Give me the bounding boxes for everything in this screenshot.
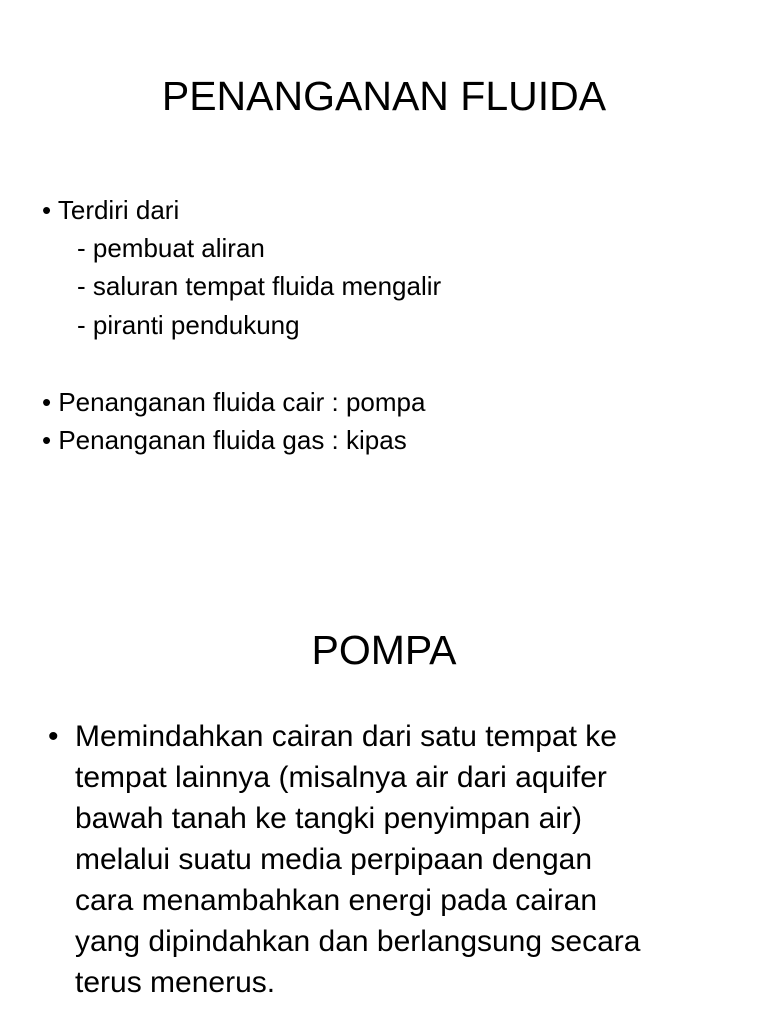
- paragraph-line: tempat lainnya (misalnya air dari aquifer: [75, 761, 607, 794]
- paragraph-line: yang dipindahkan dan berlangsung secara: [75, 925, 641, 958]
- pompa-paragraph: [75, 716, 745, 1003]
- slide-2-title: POMPA: [311, 627, 457, 673]
- slide-1-title: PENANGANAN FLUIDA: [161, 73, 607, 119]
- subitem-saluran: - saluran tempat fluida mengalir: [77, 271, 442, 301]
- paragraph-line: terus menerus.: [75, 966, 276, 999]
- paragraph-line: Memindahkan cairan dari satu tempat ke: [75, 720, 617, 753]
- paragraph-line: bawah tanah ke tangki penyimpan air): [75, 802, 582, 835]
- bullet-fluida-cair: • Penanganan fluida cair : pompa: [42, 387, 426, 417]
- subitem-piranti-pendukung: - piranti pendukung: [77, 310, 300, 340]
- slide-pompa: [0, 512, 768, 1024]
- subitem-pembuat-aliran: - pembuat aliran: [77, 233, 265, 263]
- paragraph-line: melalui suatu media perpipaan dengan: [75, 843, 593, 876]
- bullet-fluida-gas: • Penanganan fluida gas : kipas: [42, 425, 407, 455]
- bullet-terdiri-dari: • Terdiri dari: [42, 195, 180, 225]
- paragraph-line: cara menambahkan energi pada cairan: [75, 884, 597, 917]
- bullet-marker: •: [48, 720, 59, 753]
